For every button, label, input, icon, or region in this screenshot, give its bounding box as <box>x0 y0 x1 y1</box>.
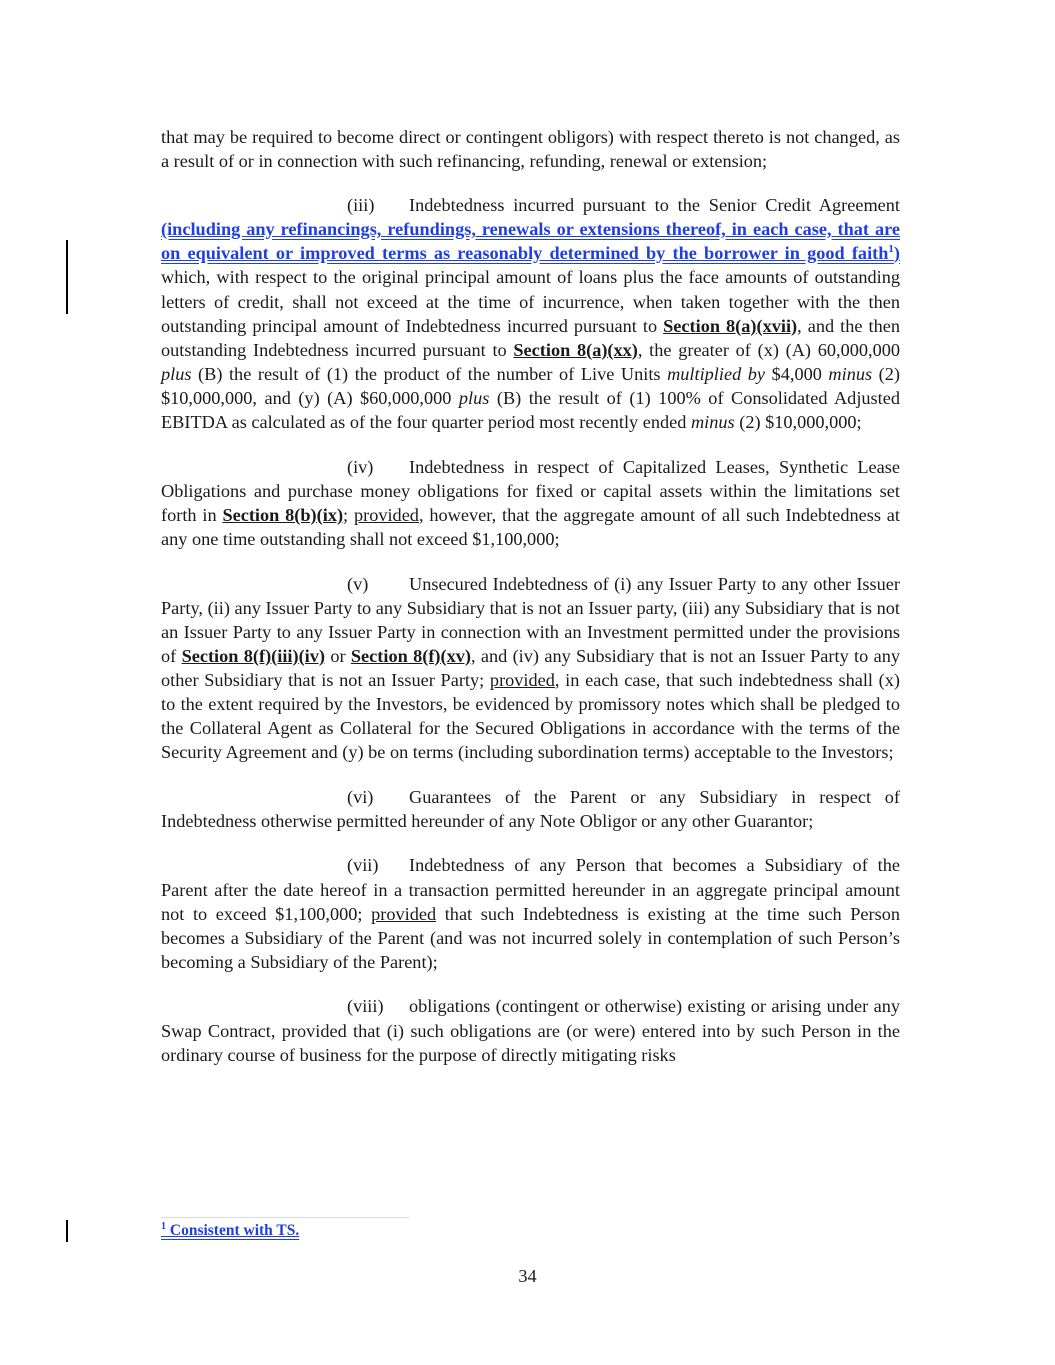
page-number: 34 <box>518 1266 537 1286</box>
clause-number: (iii) <box>347 195 375 216</box>
provided-term: provided <box>353 504 419 525</box>
change-bar <box>66 240 68 314</box>
footnote-text: Consistent with TS. <box>166 1222 300 1240</box>
footnote-reference[interactable]: 1 <box>888 243 894 256</box>
footnote-marker: 1 <box>161 1221 166 1232</box>
clause-number: (vii) <box>347 855 379 876</box>
paragraph-viii: (viii) obligations (contingent or otherwise) existing or arising under any Swap Contract, provided that (i) such obligations are (or were) entered into by such Person in the ordinary course of business for the purpose of directly mitigating risks <box>161 996 900 1065</box>
paragraph-vi: (vi) Guarantees of the Parent or any Subsidiary in respect of Indebtedness otherwise permitted hereunder of any Note Obligor or any other Guarantor; <box>161 786 900 831</box>
clause-number: (vi) <box>347 786 374 807</box>
paragraph-v: (v) Unsecured Indebtedness of (i) any Issuer Party to any other Issuer Party, (ii) any Issuer Party to any Subsidiary that is not an Issuer party, (iii) any Subsidiary that is not an Issuer Party to any Issuer Party in connection with an Investment permitted under the provisions of Section 8(f)(iii)(iv) or Section 8(f)(xv), and (iv) any Subsidiary that is not an Issuer Party to any other Subsidiary that is not an Issuer Party; provided, in each case, that such indebtedness shall (x) to the extent required by the Investors, be evidenced by promissory notes which shall be pledged to the Collateral Agent as Collateral for the Secured Obligations in accordance with the terms of the Security Agreement and (y) be on terms (including subordination terms) acceptable to the Investors; <box>161 573 901 763</box>
section-reference: Section 8(a)(xx) <box>513 339 638 360</box>
paragraph-continuation: that may be required to become direct or contingent obligors) with respect thereto is not changed, as a result of or in connection with such refinancing, refunding, renewal or extension; <box>161 127 900 172</box>
section-reference: Section 8(f)(xv) <box>350 645 471 666</box>
paragraph-iv: (iv) Indebtedness in respect of Capitalized Leases, Synthetic Lease Obligations and purchase money obligations for fixed or capital assets within the limitations set forth in Section 8(b)(ix); provided, however, that the aggregate amount of all such Indebtedness at any one time outstanding shall not exceed $1,100,000; <box>161 456 900 549</box>
footnote <box>161 1221 299 1240</box>
clause-number: (v) <box>347 573 369 594</box>
body-text <box>161 125 900 1087</box>
clause-number: (iv) <box>347 456 374 477</box>
clause-number: (viii) <box>347 996 384 1017</box>
provided-term: provided <box>489 669 555 690</box>
footnote-separator <box>161 1217 409 1218</box>
section-reference: Section 8(b)(ix) <box>222 504 344 525</box>
change-bar <box>66 1220 68 1242</box>
tracked-insertion: (including any refinancings, refundings, renewals or extensions thereof, in each case, that are on equivalent or improved terms as reasonably determined by the borrower in good faith$^1$) <box>161 219 900 264</box>
paragraph-vii: (vii) Indebtedness of any Person that becomes a Subsidiary of the Parent after the date hereof in a transaction permitted hereunder in an aggregate principal amount not to exceed $1,100,000; provided that such Indebtedness is existing at the time such Person becomes a Subsidiary of the Parent (and was not incurred solely in contemplation of such Person’s becoming a Subsidiary of the Parent); <box>161 855 900 972</box>
section-reference: Section 8(f)(iii)(iv) <box>181 645 325 666</box>
paragraph-iii: (iii) Indebtedness incurred pursuant to the Senior Credit Agreement (including any refinancings, refundings, renewals or extensions thereof, in each case, that are on equivalent or improved terms as reasonably determined by the borrower in good faith$^1$) which, with respect to the original principal amount of loans plus the face amounts of outstanding letters of credit, shall not exceed at the time of incurrence, when taken together with the then outstanding principal amount of Indebtedness incurred pursuant to Section 8(a)(xvii), and the then outstanding Indebtedness incurred pursuant to Section 8(a)(xx), the greater of (x) (A) 60,000,000 plus (B) the result of (1) the product of the number of Live Units multiplied by $4,000 minus (2) $10,000,000, and (y) (A) $60,000,000 plus (B) the result of (1) 100% of Consolidated Adjusted EBITDA as calculated as of the four quarter period most recently ended minus (2) $10,000,000; <box>161 195 900 433</box>
provided-term: provided <box>371 903 437 924</box>
section-reference: Section 8(a)(xvii) <box>663 315 798 336</box>
